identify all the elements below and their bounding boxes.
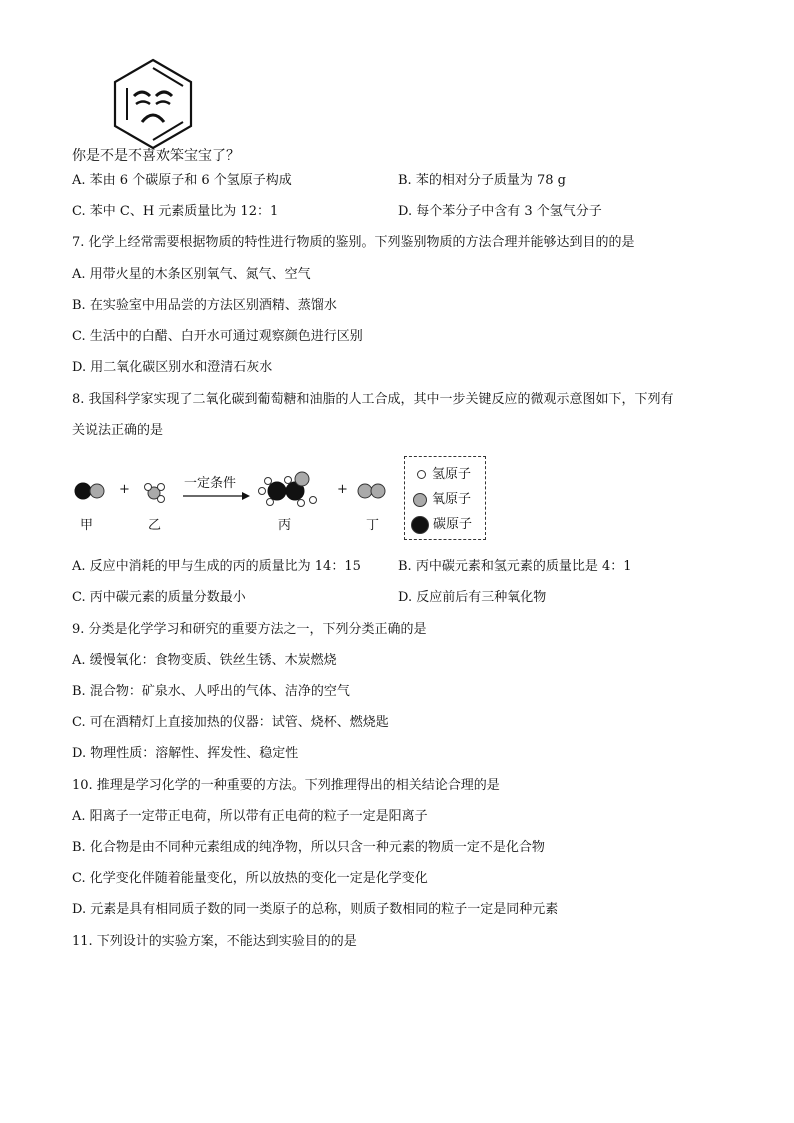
plus-sign: + [337, 482, 348, 497]
label-bing: 丙 [278, 518, 292, 533]
molecule-bing [259, 472, 317, 507]
q9-option-c: C. 可在酒精灯上直接加热的仪器：试管、烧杯、燃烧匙 [72, 715, 389, 730]
q7-stem: 7. 化学上经常需要根据物质的特性进行物质的鉴别。下列鉴别物质的方法合理并能够达到目的的是 [72, 235, 635, 250]
q11-stem: 11. 下列设计的实验方案，不能达到实验目的的是 [72, 934, 357, 949]
hydrogen-atom-icon [417, 470, 426, 479]
molecule-yi [145, 484, 165, 503]
q8-stem-line2: 关说法正确的是 [72, 423, 164, 438]
label-jia: 甲 [80, 518, 94, 533]
reaction-arrow [183, 492, 250, 500]
atom-legend [404, 456, 486, 540]
legend-oxygen [413, 488, 471, 507]
legend-oxygen-label: 氧原子 [432, 492, 472, 507]
label-ding: 丁 [366, 518, 380, 533]
q10-stem: 10. 推理是学习化学的一种重要的方法。下列推理得出的相关结论合理的是 [72, 778, 500, 793]
reaction-molecules [66, 456, 406, 538]
plus-sign: + [119, 482, 130, 497]
q8-option-b: B. 丙中碳元素和氢元素的质量比是 4：1 [398, 559, 632, 574]
q9-option-a: A. 缓慢氧化：食物变质、铁丝生锈、木炭燃烧 [72, 653, 337, 668]
q8-option-d: D. 反应前后有三种氧化物 [398, 590, 547, 605]
q9-option-b: B. 混合物：矿泉水、人呼出的气体、洁净的空气 [72, 684, 350, 699]
legend-hydrogen-label: 氢原子 [432, 467, 472, 482]
molecule-jia [75, 483, 104, 499]
q8-stem-line1: 8. 我国科学家实现了二氧化碳到葡萄糖和油脂的人工合成，其中一步关键反应的微观示意图如下，下列有 [72, 392, 674, 407]
q8-option-c: C. 丙中碳元素的质量分数最小 [72, 590, 246, 605]
q10-option-c: C. 化学变化伴随着能量变化，所以放热的变化一定是化学变化 [72, 871, 428, 886]
carbon-atom-icon [411, 516, 429, 534]
q7-option-a: A. 用带火星的木条区别氧气、氮气、空气 [72, 267, 311, 282]
q7-option-c: C. 生活中的白醋、白开水可通过观察颜色进行区别 [72, 329, 363, 344]
benzene-face-logo [112, 58, 194, 150]
legend-hydrogen [417, 463, 471, 482]
q6-option-c: C. 苯中 C、H 元素质量比为 12：1 [72, 204, 279, 219]
q10-option-d: D. 元素是具有相同质子数的同一类原子的总称，则质子数相同的粒子一定是同种元素 [72, 902, 559, 917]
reaction-condition: 一定条件 [184, 476, 237, 491]
q6-option-b: B. 苯的相对分子质量为 78 g [398, 173, 566, 188]
q7-option-d: D. 用二氧化碳区别水和澄清石灰水 [72, 360, 273, 375]
q8-option-a: A. 反应中消耗的甲与生成的丙的质量比为 14：15 [72, 559, 361, 574]
q7-option-b: B. 在实验室中用品尝的方法区别酒精、蒸馏水 [72, 298, 337, 313]
intro-text: 你是不是不喜欢笨宝宝了？ [72, 148, 240, 164]
legend-carbon-label: 碳原子 [433, 517, 473, 532]
q6-option-a: A. 苯由 6 个碳原子和 6 个氢原子构成 [72, 173, 292, 188]
q6-option-d: D. 每个苯分子中含有 3 个氢气分子 [398, 204, 602, 219]
legend-carbon [411, 513, 472, 534]
q10-option-b: B. 化合物是由不同种元素组成的纯净物，所以只含一种元素的物质一定不是化合物 [72, 840, 545, 855]
q9-stem: 9. 分类是化学学习和研究的重要方法之一，下列分类正确的是 [72, 622, 427, 637]
oxygen-atom-icon [413, 493, 427, 507]
q9-option-d: D. 物理性质：溶解性、挥发性、稳定性 [72, 746, 299, 761]
label-yi: 乙 [148, 518, 162, 533]
q10-option-a: A. 阳离子一定带正电荷，所以带有正电荷的粒子一定是阳离子 [72, 809, 428, 824]
molecule-ding [358, 484, 385, 498]
